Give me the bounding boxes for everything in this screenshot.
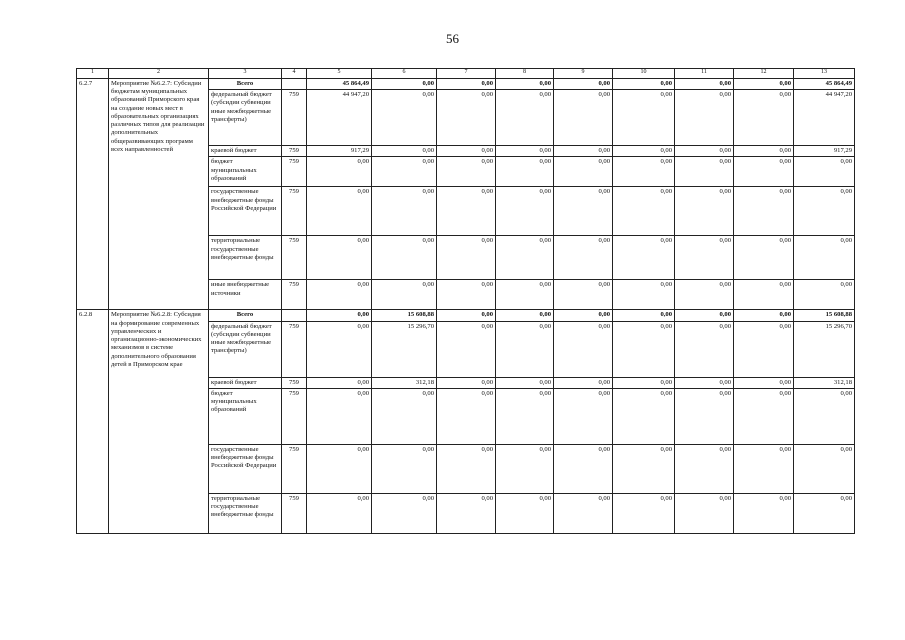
measure-title: Мероприятие №6.2.8: Субсидия на формирование современных управленческих и организационно-экономических механизмов в системе дополнительного образования детей в Приморском крае — [109, 310, 209, 533]
column-number: 8 — [496, 69, 554, 79]
amount-cell: 0,00 — [794, 444, 855, 493]
amount-cell: 0,00 — [675, 310, 734, 321]
amount-cell: 0,00 — [554, 187, 613, 236]
amount-cell: 0,00 — [734, 90, 794, 146]
budget-table — [76, 68, 855, 534]
amount-cell: 0,00 — [437, 321, 496, 377]
amount-cell: 0,00 — [372, 493, 437, 533]
amount-cell: 0,00 — [675, 280, 734, 310]
budget-code: 759 — [282, 388, 307, 444]
funding-source: территориальные государственные внебюджетные фонды — [209, 493, 282, 533]
budget-code: 759 — [282, 236, 307, 280]
amount-cell: 0,00 — [613, 444, 675, 493]
funding-source: бюджет муниципальных образований — [209, 388, 282, 444]
budget-code: 759 — [282, 444, 307, 493]
amount-cell: 0,00 — [613, 157, 675, 187]
amount-cell: 0,00 — [613, 236, 675, 280]
amount-cell: 0,00 — [496, 388, 554, 444]
column-number: 12 — [734, 69, 794, 79]
amount-cell: 0,00 — [437, 157, 496, 187]
amount-cell: 0,00 — [613, 321, 675, 377]
column-number: 2 — [109, 69, 209, 79]
amount-cell: 0,00 — [794, 187, 855, 236]
amount-cell: 0,00 — [613, 377, 675, 388]
funding-source: краевой бюджет — [209, 146, 282, 157]
amount-cell: 0,00 — [675, 90, 734, 146]
amount-cell: 0,00 — [496, 310, 554, 321]
column-number: 7 — [437, 69, 496, 79]
amount-cell: 15 608,88 — [794, 310, 855, 321]
amount-cell: 0,00 — [675, 493, 734, 533]
amount-cell: 917,29 — [794, 146, 855, 157]
column-number-row — [77, 69, 855, 79]
amount-cell: 0,00 — [554, 321, 613, 377]
total-row — [77, 310, 855, 321]
funding-source: государственные внебюджетные фонды Российской Федерации — [209, 444, 282, 493]
amount-cell: 0,00 — [437, 236, 496, 280]
amount-cell: 0,00 — [554, 157, 613, 187]
amount-cell: 0,00 — [734, 377, 794, 388]
amount-cell: 0,00 — [554, 90, 613, 146]
amount-cell: 0,00 — [734, 79, 794, 90]
amount-cell: 0,00 — [554, 79, 613, 90]
amount-cell: 0,00 — [372, 280, 437, 310]
budget-code: 759 — [282, 157, 307, 187]
amount-cell: 0,00 — [437, 444, 496, 493]
funding-source: иные внебюджетные источники — [209, 280, 282, 310]
amount-cell: 0,00 — [554, 388, 613, 444]
amount-cell: 0,00 — [496, 377, 554, 388]
amount-cell: 0,00 — [675, 444, 734, 493]
amount-cell: 0,00 — [794, 236, 855, 280]
amount-cell: 0,00 — [554, 146, 613, 157]
amount-cell: 0,00 — [496, 236, 554, 280]
amount-cell: 0,00 — [734, 444, 794, 493]
funding-source: Всего — [209, 310, 282, 321]
amount-cell: 0,00 — [734, 321, 794, 377]
budget-code — [282, 79, 307, 90]
funding-source: бюджет муниципальных образований — [209, 157, 282, 187]
amount-cell: 312,18 — [372, 377, 437, 388]
measure-id: 6.2.7 — [77, 79, 109, 310]
amount-cell: 0,00 — [496, 79, 554, 90]
column-number: 1 — [77, 69, 109, 79]
amount-cell: 0,00 — [794, 157, 855, 187]
amount-cell: 0,00 — [496, 321, 554, 377]
amount-cell: 0,00 — [437, 187, 496, 236]
amount-cell: 0,00 — [675, 388, 734, 444]
amount-cell: 0,00 — [734, 187, 794, 236]
funding-source: государственные внебюджетные фонды Российской Федерации — [209, 187, 282, 236]
amount-cell: 0,00 — [734, 280, 794, 310]
amount-cell: 0,00 — [372, 146, 437, 157]
column-number: 4 — [282, 69, 307, 79]
amount-cell: 0,00 — [734, 236, 794, 280]
amount-cell: 0,00 — [613, 146, 675, 157]
amount-cell: 0,00 — [307, 236, 372, 280]
funding-source: Всего — [209, 79, 282, 90]
amount-cell: 0,00 — [307, 388, 372, 444]
amount-cell: 0,00 — [437, 493, 496, 533]
column-number: 6 — [372, 69, 437, 79]
amount-cell: 0,00 — [675, 157, 734, 187]
measure-title: Мероприятие №6.2.7: Субсидии бюджетам муниципальных образований Приморского края на создание новых мест в образовательных организациях различных типов для реализации дополнительных общеразвивающих программ всех направленностей — [109, 79, 209, 310]
amount-cell: 0,00 — [496, 157, 554, 187]
amount-cell: 0,00 — [496, 493, 554, 533]
amount-cell: 0,00 — [554, 236, 613, 280]
amount-cell: 15 608,88 — [372, 310, 437, 321]
amount-cell: 0,00 — [437, 280, 496, 310]
table-body — [77, 69, 855, 534]
column-number: 10 — [613, 69, 675, 79]
budget-code: 759 — [282, 321, 307, 377]
amount-cell: 0,00 — [675, 146, 734, 157]
amount-cell: 0,00 — [613, 493, 675, 533]
amount-cell: 0,00 — [372, 236, 437, 280]
amount-cell: 917,29 — [307, 146, 372, 157]
amount-cell: 0,00 — [496, 187, 554, 236]
amount-cell: 0,00 — [613, 280, 675, 310]
amount-cell: 0,00 — [372, 444, 437, 493]
funding-source: территориальные государственные внебюджетные фонды — [209, 236, 282, 280]
amount-cell: 0,00 — [307, 187, 372, 236]
amount-cell: 0,00 — [613, 79, 675, 90]
amount-cell: 0,00 — [372, 187, 437, 236]
amount-cell: 0,00 — [496, 90, 554, 146]
amount-cell: 312,18 — [794, 377, 855, 388]
budget-code: 759 — [282, 377, 307, 388]
amount-cell: 15 296,70 — [794, 321, 855, 377]
amount-cell: 0,00 — [675, 236, 734, 280]
amount-cell: 0,00 — [554, 310, 613, 321]
column-number: 5 — [307, 69, 372, 79]
budget-code: 759 — [282, 187, 307, 236]
amount-cell: 0,00 — [372, 90, 437, 146]
budget-code — [282, 310, 307, 321]
amount-cell: 0,00 — [794, 388, 855, 444]
amount-cell: 0,00 — [307, 321, 372, 377]
amount-cell: 0,00 — [437, 90, 496, 146]
budget-code: 759 — [282, 493, 307, 533]
amount-cell: 0,00 — [734, 493, 794, 533]
amount-cell: 0,00 — [554, 444, 613, 493]
amount-cell: 0,00 — [675, 377, 734, 388]
amount-cell: 44 947,20 — [794, 90, 855, 146]
amount-cell: 0,00 — [307, 157, 372, 187]
amount-cell: 0,00 — [437, 310, 496, 321]
amount-cell: 0,00 — [554, 493, 613, 533]
amount-cell: 0,00 — [372, 388, 437, 444]
amount-cell: 0,00 — [437, 79, 496, 90]
budget-code: 759 — [282, 280, 307, 310]
amount-cell: 0,00 — [613, 90, 675, 146]
column-number: 3 — [209, 69, 282, 79]
funding-source: федеральный бюджет (субсидии субвенции иные межбюджетные трансферты) — [209, 90, 282, 146]
amount-cell: 0,00 — [307, 280, 372, 310]
total-row — [77, 79, 855, 90]
amount-cell: 0,00 — [734, 388, 794, 444]
budget-code: 759 — [282, 90, 307, 146]
amount-cell: 0,00 — [307, 310, 372, 321]
amount-cell: 0,00 — [794, 280, 855, 310]
amount-cell: 0,00 — [613, 388, 675, 444]
amount-cell: 0,00 — [307, 377, 372, 388]
amount-cell: 0,00 — [613, 187, 675, 236]
amount-cell: 0,00 — [734, 310, 794, 321]
amount-cell: 45 864,49 — [307, 79, 372, 90]
amount-cell: 44 947,20 — [307, 90, 372, 146]
amount-cell: 15 296,70 — [372, 321, 437, 377]
amount-cell: 0,00 — [372, 79, 437, 90]
funding-source: федеральный бюджет (субсидии субвенции иные межбюджетные трансферты) — [209, 321, 282, 377]
funding-source: краевой бюджет — [209, 377, 282, 388]
column-number: 11 — [675, 69, 734, 79]
amount-cell: 0,00 — [734, 146, 794, 157]
amount-cell: 45 864,49 — [794, 79, 855, 90]
column-number: 13 — [794, 69, 855, 79]
amount-cell: 0,00 — [675, 321, 734, 377]
amount-cell: 0,00 — [554, 280, 613, 310]
amount-cell: 0,00 — [794, 493, 855, 533]
amount-cell: 0,00 — [437, 377, 496, 388]
amount-cell: 0,00 — [437, 146, 496, 157]
measure-id: 6.2.8 — [77, 310, 109, 533]
amount-cell: 0,00 — [307, 493, 372, 533]
amount-cell: 0,00 — [372, 157, 437, 187]
amount-cell: 0,00 — [496, 280, 554, 310]
page-number: 56 — [446, 31, 459, 46]
amount-cell: 0,00 — [554, 377, 613, 388]
amount-cell: 0,00 — [613, 310, 675, 321]
amount-cell: 0,00 — [734, 157, 794, 187]
amount-cell: 0,00 — [675, 187, 734, 236]
budget-code: 759 — [282, 146, 307, 157]
amount-cell: 0,00 — [496, 444, 554, 493]
amount-cell: 0,00 — [437, 388, 496, 444]
amount-cell: 0,00 — [675, 79, 734, 90]
column-number: 9 — [554, 69, 613, 79]
amount-cell: 0,00 — [496, 146, 554, 157]
amount-cell: 0,00 — [307, 444, 372, 493]
